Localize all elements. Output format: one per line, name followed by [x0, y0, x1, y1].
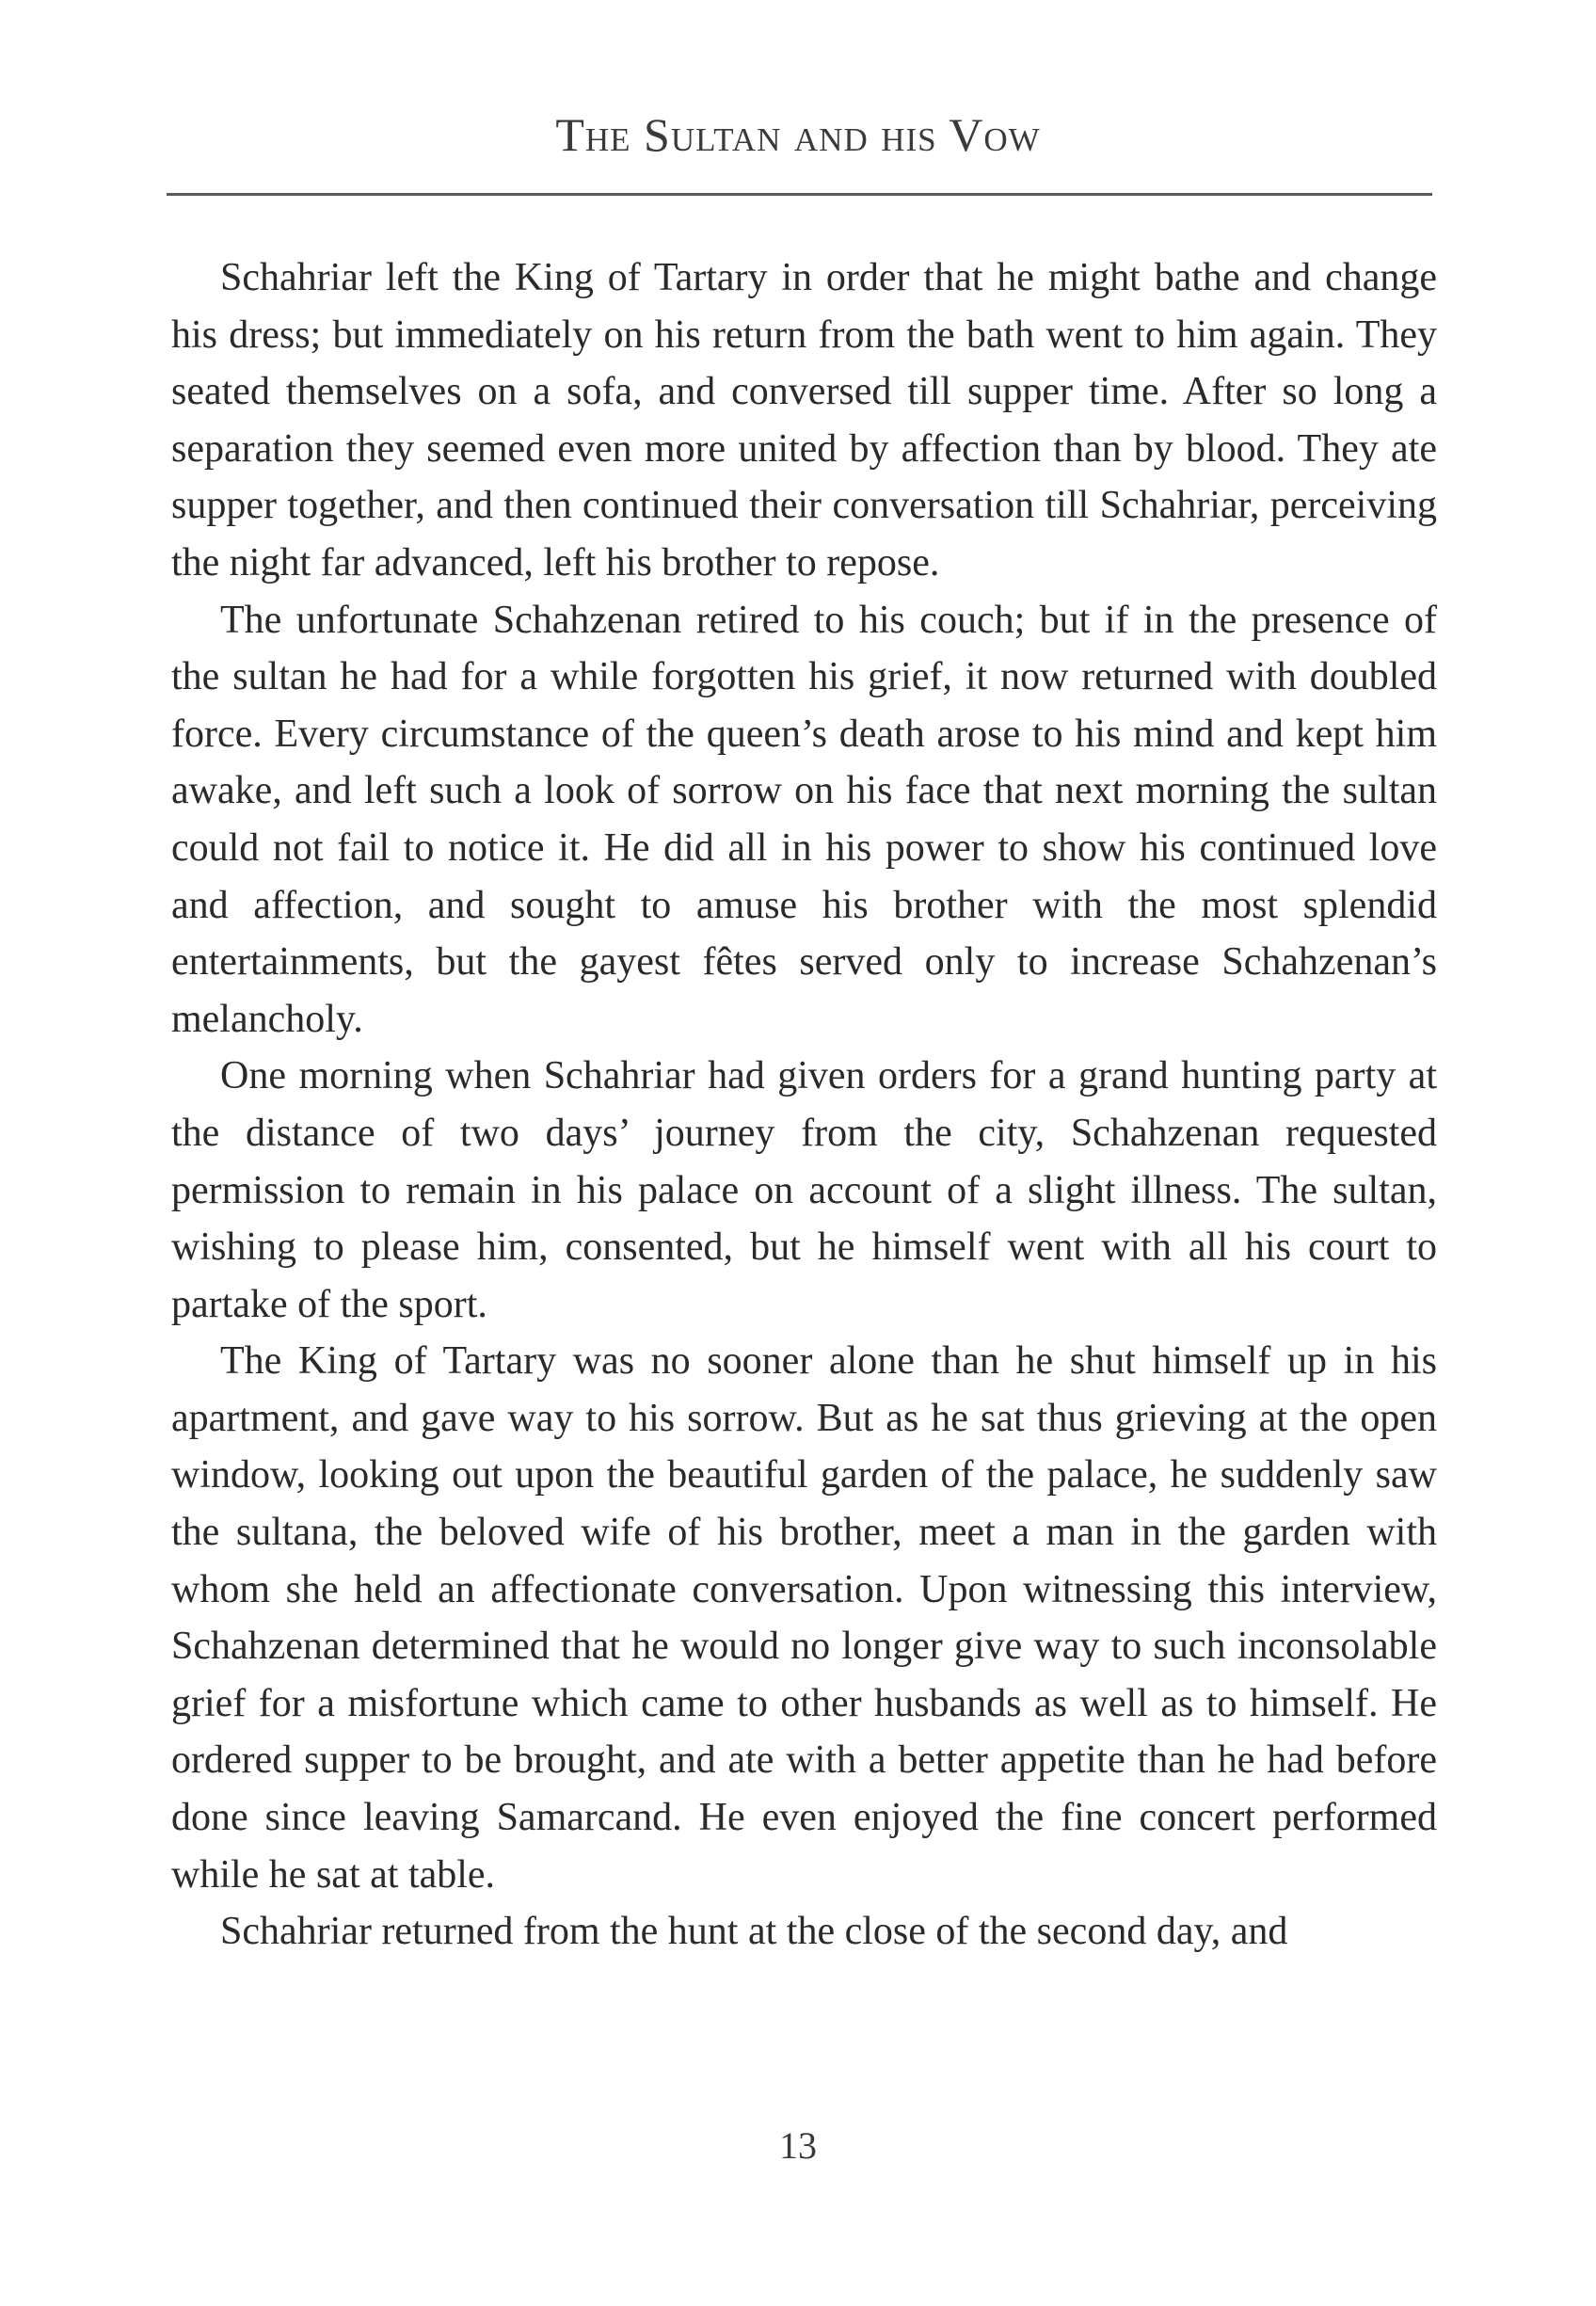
paragraph: The King of Tartary was no sooner alone than he shut himself up in his apartment, and gave way to his sorrow. But as he sat thus grieving at the open window, looking out upon the beautiful garden of the palace, he suddenly saw the sultana, the beloved wife of his brother, meet a man in the garden with whom she held an affectionate conversation. Upon witnessing this interview, Schahzenan determined that he would no longer give way to such inconsolable grief for a misfortune which came to other husbands as well as to himself. He ordered supper to be brought, and ate with a better appetite than he had before done since leaving Samarcand. He even enjoyed the fine concert performed while he sat at table.	[171, 1339, 1437, 1897]
page-number: 13	[779, 2124, 817, 2167]
paragraph: The unfortunate Schahzenan retired to his couch; but if in the presence of the sultan he had for a while forgotten his grief, it now returned with doubled force. Every circumstance of the queen’s death arose to his mind and kept him awake, and left such a look of sorrow on his face that next morning the sultan could not fail to notice it. He did all in his power to show his continued love and affection, and sought to amuse his brother with the most splendid entertainments, but the gayest fêtes served only to increase Schahzenan’s melancholy.	[171, 598, 1437, 1041]
paragraph: One morning when Schahriar had given orders for a grand hunting party at the distance of two days’ journey from the city, Schahzenan requested permission to remain in his palace on account of a slight illness. The sultan, wishing to please him, consented, but he himself went with all his court to partake of the sport.	[171, 1054, 1437, 1326]
paragraph: Schahriar returned from the hunt at the close of the second day, and	[220, 1910, 1288, 1954]
header-rule	[167, 193, 1432, 196]
paragraph: Schahriar left the King of Tartary in order that he might bathe and change his dress; but immediately on his return from the bath went to him again. They seated themselves on a sofa, and conversed till supper time. After so long a separation they seemed even more united by affection than by blood. They ate supper together, and then continued their conversation till Schahriar, perceiving the night far advanced, left his brother to repose.	[171, 256, 1437, 585]
body-text	[171, 249, 1437, 1961]
running-header: The Sultan and his Vow	[555, 108, 1041, 161]
